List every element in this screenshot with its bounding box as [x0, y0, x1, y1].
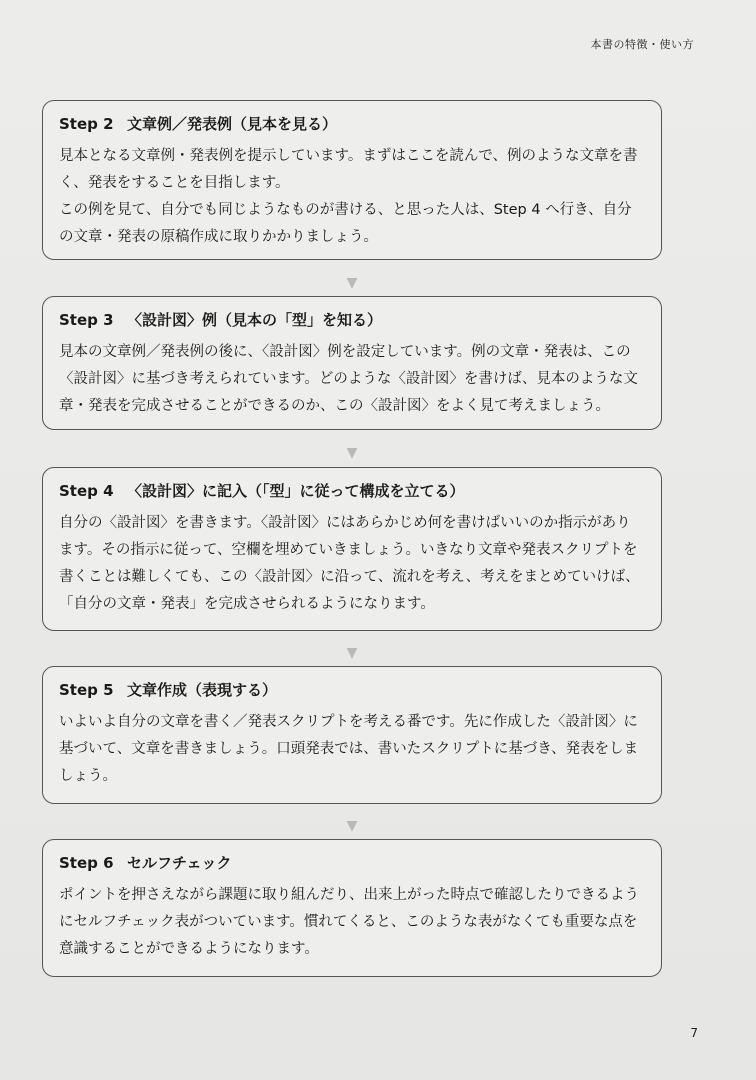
step-body-2 [59, 143, 645, 251]
step-paragraph: いよいよ自分の文章を書く／発表スクリプトを考える番です。先に作成した〈設計図〉に基づいて、文章を書きましょう。口頭発表では、書いたスクリプトに基づき、発表をしましょう。 [59, 714, 639, 784]
step-heading: 文章例／発表例（見本を見る） [127, 115, 338, 133]
step-title-3 [59, 309, 645, 331]
step-body-3 [59, 339, 645, 420]
step-paragraph: 自分の〈設計図〉を書きます。〈設計図〉にはあらかじめ何を書けばいいのか指示があります。その指示に従って、空欄を埋めていきましょう。いきなり文章や発表スクリプトを書くことは難しくても、この〈設計図〉に沿って、流れを考え、考えをまとめていけば、「自分の文章・発表」を完成させられるようになります。 [59, 515, 640, 612]
step-number: Step 5 [59, 681, 114, 699]
step-number: Step 3 [59, 311, 114, 329]
step-title-6 [59, 852, 645, 874]
page-number: 7 [690, 1026, 698, 1040]
down-arrow-icon: ▼ [346, 818, 358, 834]
step-title-5 [59, 679, 645, 701]
step-box-5 [42, 666, 662, 804]
down-arrow-icon: ▼ [346, 445, 358, 461]
step-number: Step 4 [59, 482, 114, 500]
step-heading: 〈設計図〉に記入（「型」に従って構成を立てる） [127, 482, 465, 500]
step-body-5 [59, 709, 645, 790]
step-paragraph: この例を見て、自分でも同じようなものが書ける、と思った人は、Step 4 へ行き、自分の文章・発表の原稿作成に取りかかりましょう。 [59, 202, 632, 245]
down-arrow-icon: ▼ [346, 645, 358, 661]
step-box-3 [42, 296, 662, 430]
step-title-4 [59, 480, 645, 502]
step-box-6 [42, 839, 662, 977]
step-number: Step 2 [59, 115, 114, 133]
step-heading: 〈設計図〉例（見本の「型」を知る） [127, 311, 383, 329]
step-box-2 [42, 100, 662, 260]
step-paragraph: ポイントを押さえながら課題に取り組んだり、出来上がった時点で確認したりできるようにセルフチェック表がついています。慣れてくると、このような表がなくても重要な点を意識することができるようになります。 [59, 887, 639, 957]
step-paragraph: 見本となる文章例・発表例を提示しています。まずはここを読んで、例のような文章を書く、発表をすることを目指します。 [59, 148, 638, 191]
step-body-6 [59, 882, 645, 963]
step-number: Step 6 [59, 854, 114, 872]
step-body-4 [59, 510, 645, 618]
step-box-4 [42, 467, 662, 631]
step-paragraph: 見本の文章例／発表例の後に、〈設計図〉例を設定しています。例の文章・発表は、この〈設計図〉に基づき考えられています。どのような〈設計図〉を書けば、見本のような文章・発表を完成させることができるのか、この〈設計図〉をよく見て考えましょう。 [59, 344, 638, 414]
step-heading: セルフチェック [127, 854, 232, 872]
down-arrow-icon: ▼ [346, 275, 358, 291]
step-title-2 [59, 113, 645, 135]
step-heading: 文章作成（表現する） [127, 681, 278, 699]
running-header: 本書の特徴・使い方 [590, 38, 694, 51]
